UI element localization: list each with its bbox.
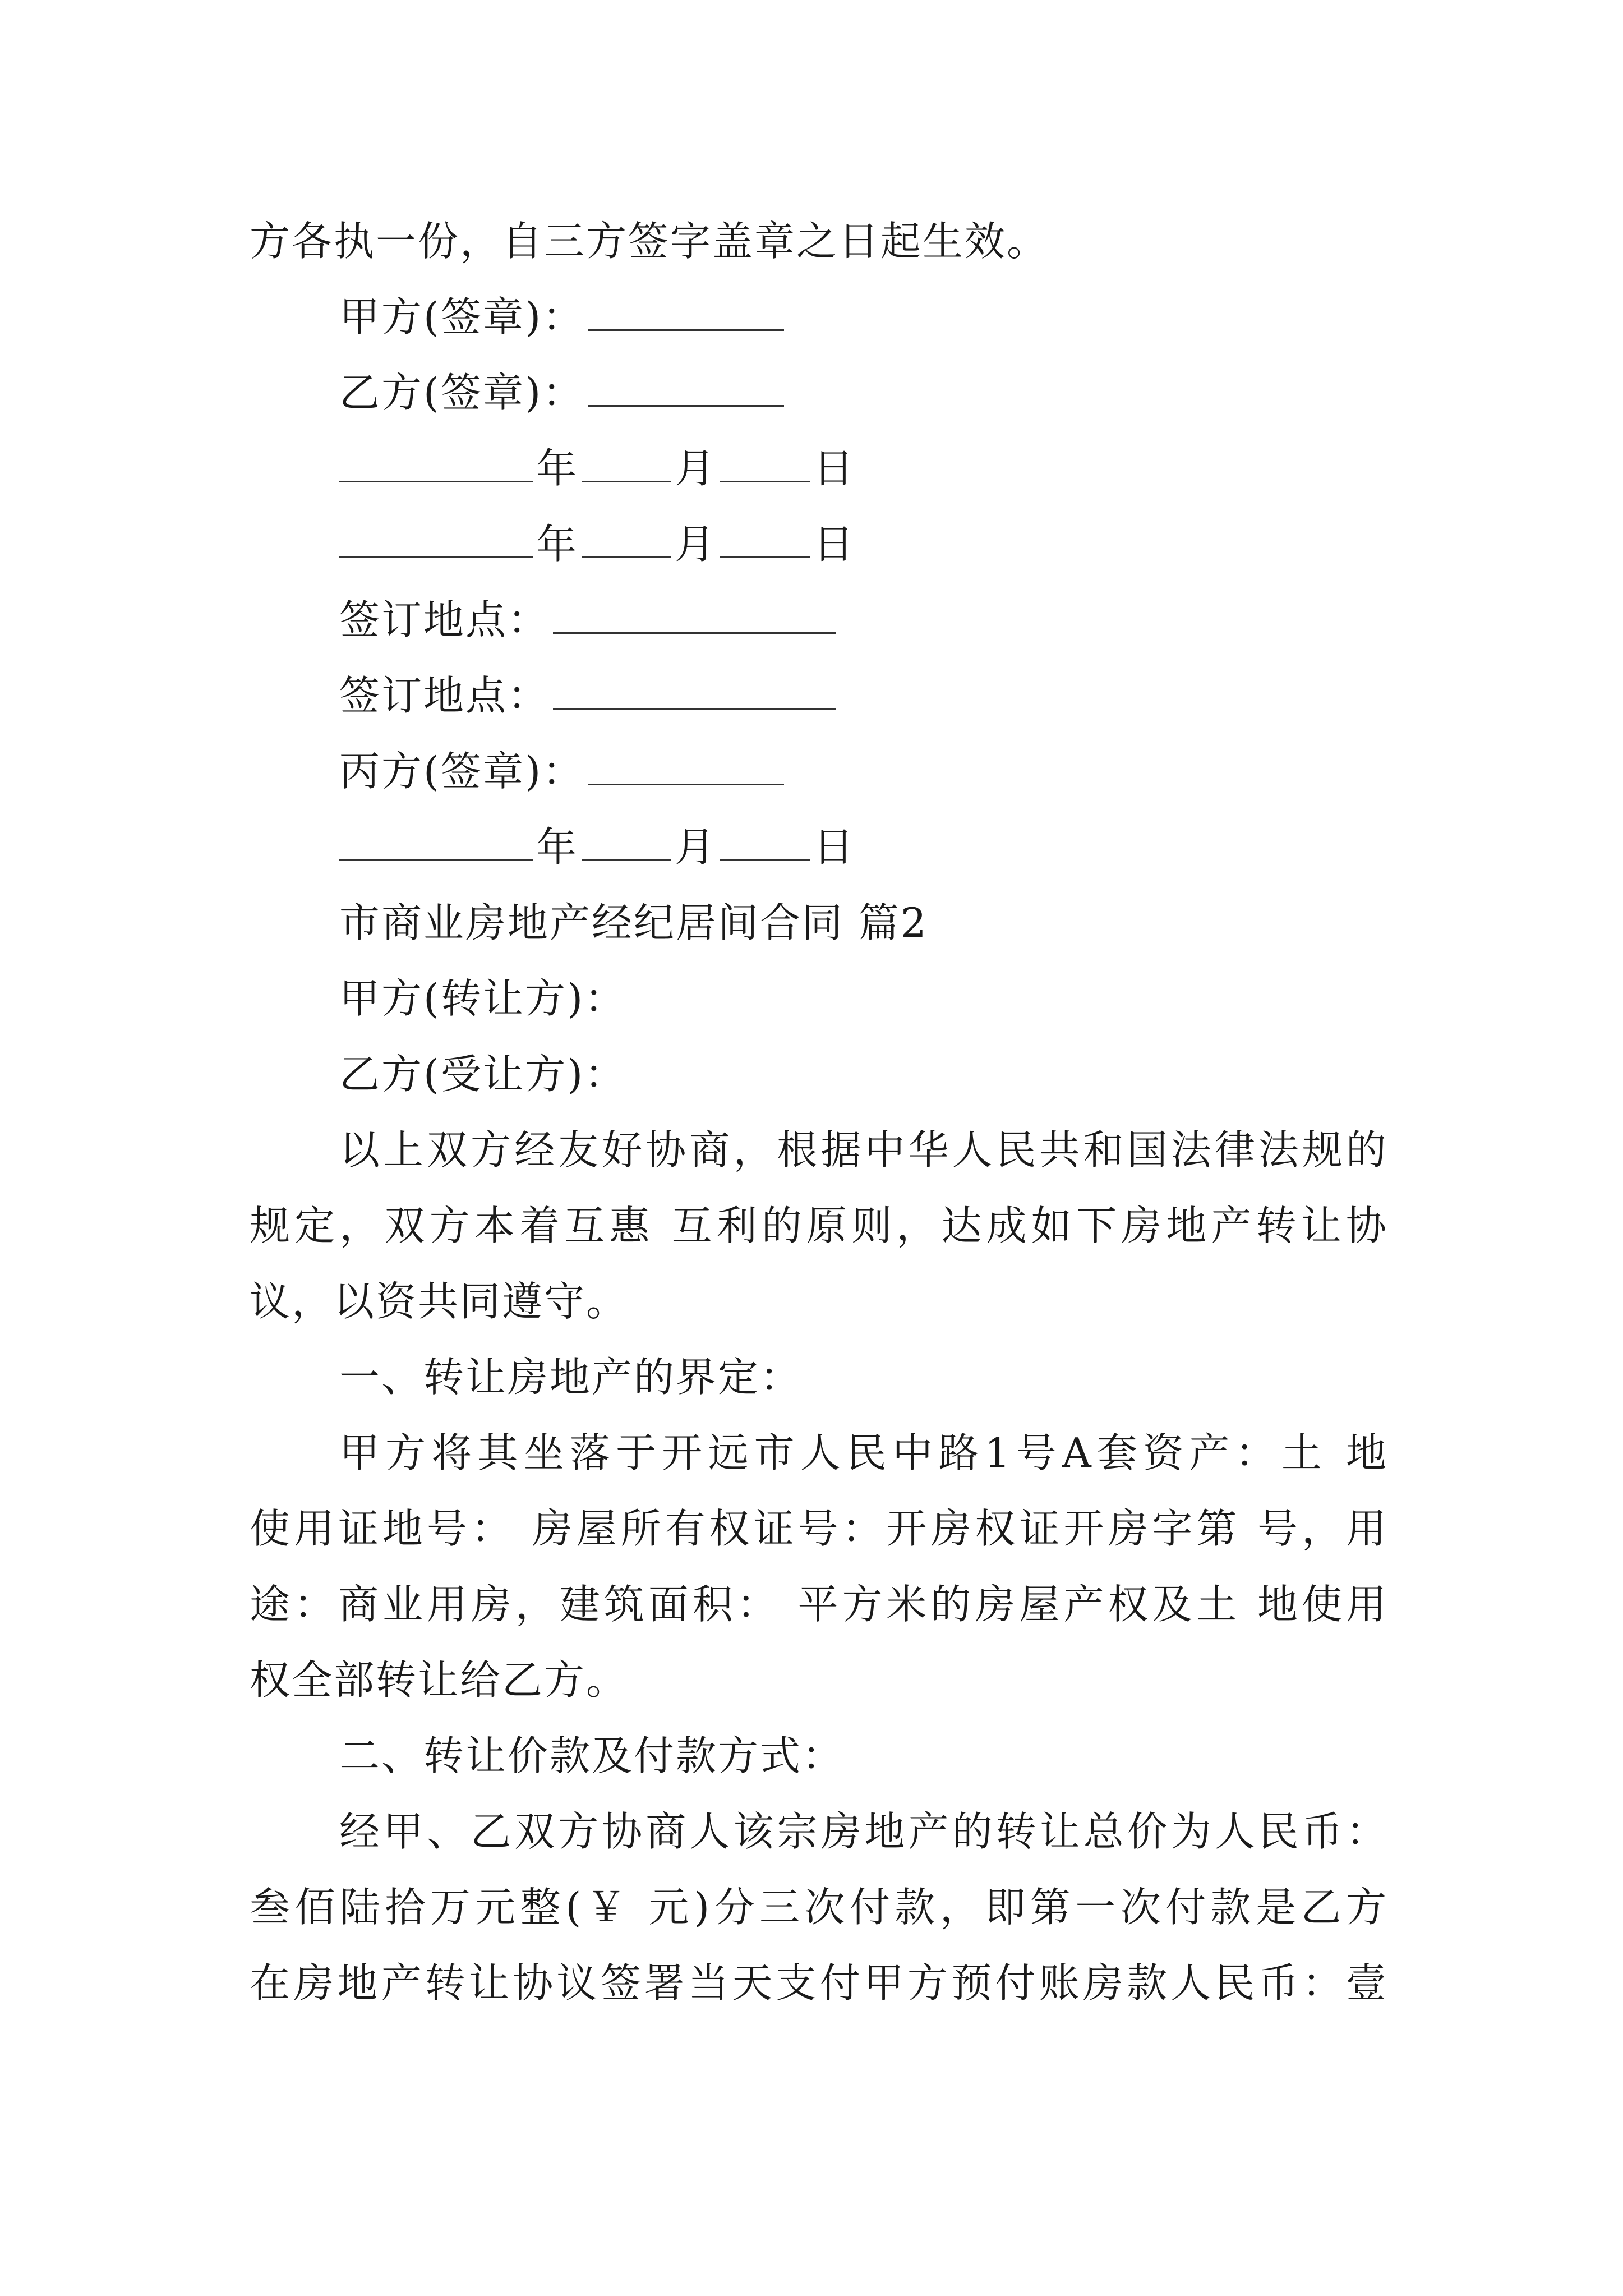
signing-place-label: 签订地点：: [339, 596, 550, 643]
date-line: [339, 816, 1388, 878]
paragraph-line: 议，以资共同遵守。: [250, 1278, 629, 1325]
signing-place-line: [339, 665, 1388, 726]
year-label: 年: [536, 445, 579, 492]
paragraph-line: 途：商业用房，建筑面积： 平方米的房屋产权及土 地使用: [250, 1581, 1388, 1628]
date-line: [339, 513, 1388, 575]
signature-blank: [588, 318, 784, 331]
day-label: 日: [813, 823, 856, 871]
signing-place-line: [339, 589, 1388, 651]
signature-line-party-c: [339, 740, 1388, 802]
signature-blank: [588, 772, 784, 785]
signing-place-label: 签订地点：: [339, 672, 550, 719]
year-blank: [339, 848, 533, 861]
paragraph-line: 权全部转让给乙方。: [250, 1657, 629, 1704]
paragraph-line: 在房地产转让协议签署当天支付甲方预付账房款人民币：壹: [250, 1959, 1388, 2007]
signature-line-party-a: [339, 286, 1388, 348]
month-label: 月: [675, 823, 717, 871]
month-blank: [582, 545, 671, 558]
signature-line-party-b: [339, 362, 1388, 424]
signature-label: 甲方(签章)：: [339, 293, 585, 341]
signature-blank: [588, 394, 784, 407]
day-blank: [720, 470, 810, 482]
section-title: 市商业房地产经纪居间合同 篇2: [339, 899, 928, 946]
day-blank: [720, 848, 810, 861]
party-b-line: 乙方(受让方)：: [339, 1051, 627, 1098]
paragraph-line: 经甲、乙双方协商人该宗房地产的转让总价为人民币：: [339, 1808, 1388, 1855]
day-label: 日: [813, 521, 856, 568]
signing-place-blank: [553, 697, 836, 710]
paragraph-line: 叁佰陆拾万元整(￥ 元)分三次付款，即第一次付款是乙方: [250, 1884, 1388, 1931]
paragraph-line: 规定，双方本着互惠 互利的原则，达成如下房地产转让协: [250, 1202, 1388, 1249]
month-label: 月: [675, 521, 717, 568]
year-label: 年: [536, 823, 579, 871]
date-line: [339, 438, 1388, 499]
month-blank: [582, 470, 671, 482]
day-blank: [720, 545, 810, 558]
paragraph-line: 以上双方经友好协商，根据中华人民共和国法律法规的: [339, 1126, 1388, 1174]
year-blank: [339, 470, 533, 482]
signing-place-blank: [553, 621, 836, 634]
paragraph-line: 甲方将其坐落于开远市人民中路1号A套资产：土 地: [339, 1429, 1388, 1476]
year-blank: [339, 545, 533, 558]
signature-label: 乙方(签章)：: [339, 369, 585, 416]
text-line: 方各执一份，自三方签字盖章之日起生效。: [250, 218, 1049, 265]
day-label: 日: [813, 445, 856, 492]
month-blank: [582, 848, 671, 861]
year-label: 年: [536, 521, 579, 568]
paragraph-line: 使用证地号： 房屋所有权证号：开房权证开房字第 号，用: [250, 1505, 1388, 1552]
signature-label: 丙方(签章)：: [339, 748, 585, 795]
heading-line: 一、转让房地产的界定：: [339, 1354, 803, 1401]
heading-line: 二、转让价款及付款方式：: [339, 1732, 845, 1779]
party-a-line: 甲方(转让方)：: [339, 975, 627, 1022]
month-label: 月: [675, 445, 717, 492]
